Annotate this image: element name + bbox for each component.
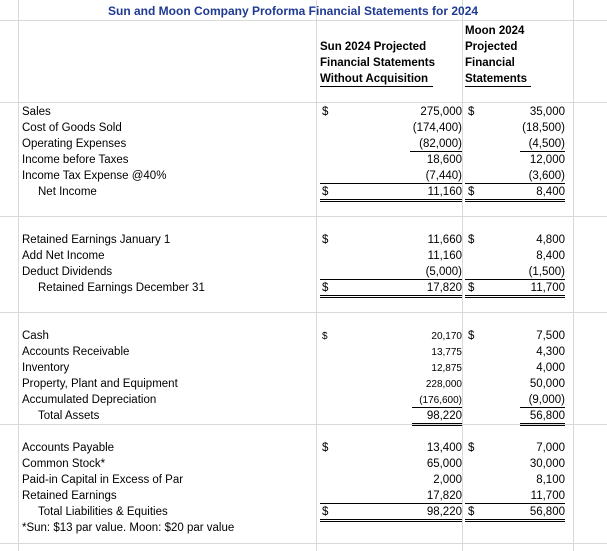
moon-value: 8,100	[536, 474, 565, 486]
row-label: Paid-in Capital in Excess of Par	[22, 474, 184, 486]
moon-value: 30,000	[529, 458, 565, 470]
moon-value: 4,000	[536, 362, 565, 374]
sun-value: (5,000)	[425, 266, 462, 278]
row-label: Cost of Goods Sold	[22, 122, 122, 134]
row-label: Income before Taxes	[22, 154, 129, 166]
sun-dollar-sign: $	[322, 186, 329, 198]
sun-value-total: 98,220	[426, 410, 462, 422]
row-label: Accounts Payable	[22, 442, 115, 454]
moon-header-line-4: Statements	[465, 73, 527, 85]
sun-dollar-sign: $	[322, 106, 329, 118]
row-label-total: Retained Earnings December 31	[38, 282, 205, 294]
total-double-underline	[320, 199, 462, 202]
sun-dollar-sign: $	[322, 442, 329, 454]
moon-value: 8,400	[536, 250, 565, 262]
row-label: Common Stock*	[22, 458, 106, 470]
sun-value: 13,775	[431, 347, 462, 358]
moon-header-line-1: Moon 2024	[465, 25, 525, 37]
grid-line	[0, 543, 607, 544]
moon-dollar-sign: $	[468, 186, 475, 198]
moon-header-line-2: Projected	[465, 41, 518, 53]
row-label: Deduct Dividends	[22, 266, 113, 278]
sun-value: 13,400	[426, 442, 462, 454]
grid-line	[0, 20, 607, 21]
row-label: Accumulated Depreciation	[22, 394, 157, 406]
sun-dollar-sign: $	[322, 234, 329, 246]
sun-header-line-3: Without Acquisition	[320, 73, 429, 85]
grid-line	[0, 102, 607, 103]
moon-dollar-sign: $	[468, 234, 475, 246]
sun-value: (82,000)	[419, 138, 462, 150]
row-label-total: Net Income	[38, 186, 97, 198]
moon-value: (3,600)	[528, 170, 565, 182]
subtotal-underline	[520, 151, 565, 152]
footnote: *Sun: $13 par value. Moon: $20 par value	[22, 522, 235, 534]
row-label-total: Total Liabilities & Equities	[38, 506, 168, 518]
moon-header-line-3: Financial	[465, 57, 515, 69]
sun-value-total: 11,160	[427, 186, 462, 198]
row-label: Accounts Receivable	[22, 346, 130, 358]
sun-value: 11,160	[427, 250, 462, 262]
moon-value-total: 56,800	[529, 506, 565, 518]
row-label-total: Total Assets	[38, 410, 100, 422]
row-label: Income Tax Expense @40%	[22, 170, 167, 182]
sun-value: 20,170	[431, 331, 462, 342]
sun-value: 12,875	[431, 363, 462, 374]
grid-line	[0, 216, 607, 217]
sun-dollar-sign: $	[322, 506, 329, 518]
grid-line	[462, 0, 463, 551]
grid-line	[18, 0, 19, 551]
sun-value: (7,440)	[425, 170, 462, 182]
grid-line	[0, 312, 607, 313]
subtotal-underline	[520, 407, 565, 408]
total-double-underline	[465, 199, 565, 202]
sun-value-total: 98,220	[426, 506, 462, 518]
sun-value: (176,600)	[419, 395, 462, 406]
subtotal-underline	[465, 279, 565, 280]
sun-value: 11,660	[427, 234, 462, 246]
total-double-underline	[465, 519, 565, 522]
moon-value: 12,000	[529, 154, 565, 166]
subtotal-underline	[320, 183, 462, 184]
moon-header-underline	[465, 86, 531, 87]
subtotal-underline	[465, 503, 565, 504]
grid-line	[573, 0, 574, 551]
moon-value: 4,300	[536, 346, 565, 358]
moon-value: (4,500)	[528, 138, 565, 150]
sun-header-line-1: Sun 2024 Projected	[320, 41, 427, 53]
moon-value: 7,000	[536, 442, 565, 454]
total-double-underline	[320, 295, 462, 298]
moon-dollar-sign: $	[468, 282, 475, 294]
moon-dollar-sign: $	[468, 330, 475, 342]
row-label: Sales	[22, 106, 51, 118]
grid-line	[0, 424, 607, 425]
row-label: Operating Expenses	[22, 138, 127, 150]
total-double-underline	[412, 423, 462, 426]
sun-value: 228,000	[425, 379, 462, 390]
row-label: Add Net Income	[22, 250, 105, 262]
row-label: Property, Plant and Equipment	[22, 378, 178, 390]
moon-dollar-sign: $	[468, 106, 475, 118]
moon-value: 50,000	[529, 378, 565, 390]
sun-value: 17,820	[426, 490, 462, 502]
row-label: Retained Earnings	[22, 490, 117, 502]
moon-value: (1,500)	[528, 266, 565, 278]
moon-dollar-sign: $	[468, 506, 475, 518]
total-double-underline	[520, 423, 565, 426]
subtotal-underline	[412, 407, 462, 408]
subtotal-underline	[465, 183, 565, 184]
sun-header-underline	[320, 86, 433, 87]
moon-value-total: 8,400	[536, 186, 565, 198]
grid-line	[316, 0, 317, 551]
subtotal-underline	[410, 151, 462, 152]
sun-value: (174,400)	[412, 122, 462, 134]
sun-value: 18,600	[426, 154, 462, 166]
sun-dollar-sign: $	[322, 282, 329, 294]
sun-value-total: 17,820	[426, 282, 462, 294]
moon-value-total: 56,800	[529, 410, 565, 422]
sun-dollar-sign: $	[322, 331, 328, 342]
sun-value: 275,000	[420, 106, 462, 118]
moon-value: (9,000)	[528, 394, 565, 406]
row-label: Inventory	[22, 362, 70, 374]
moon-value: 4,800	[536, 234, 565, 246]
sun-value: 65,000	[426, 458, 462, 470]
row-label: Retained Earnings January 1	[22, 234, 171, 246]
subtotal-underline	[320, 503, 462, 504]
sun-value: 2,000	[433, 474, 462, 486]
row-label: Cash	[22, 330, 49, 342]
sun-header-line-2: Financial Statements	[320, 57, 436, 69]
subtotal-underline	[320, 279, 462, 280]
moon-dollar-sign: $	[468, 442, 475, 454]
total-double-underline	[465, 295, 565, 298]
moon-value: (18,500)	[522, 122, 565, 134]
moon-value: 7,500	[536, 330, 565, 342]
moon-value: 11,700	[530, 490, 565, 502]
moon-value: 35,000	[529, 106, 565, 118]
page-title: Sun and Moon Company Proforma Financial Statements for 2024	[108, 4, 479, 18]
total-double-underline	[320, 519, 462, 522]
moon-value-total: 11,700	[530, 282, 565, 294]
